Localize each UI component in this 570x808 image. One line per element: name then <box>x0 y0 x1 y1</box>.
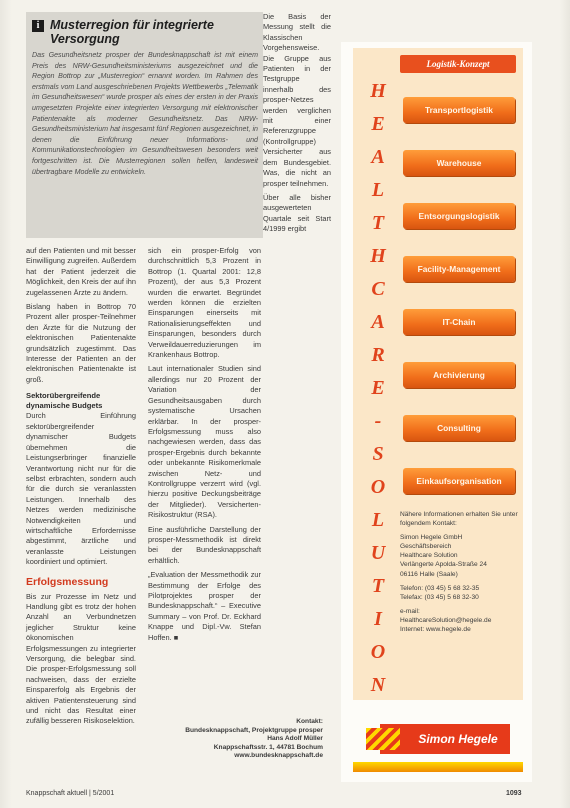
ad-service-button[interactable]: Archivierung <box>403 362 515 388</box>
ad-letter: L <box>371 509 385 531</box>
ad-letter: T <box>371 212 385 234</box>
ad-letter: A <box>371 146 385 168</box>
ad-letter: L <box>371 179 385 201</box>
ad-letter: U <box>370 542 386 564</box>
contact-person: Hans Adolf Müller <box>267 735 323 743</box>
paragraph: Die Basis der Messung stellt die Klassischen Vorgehensweise. Die Gruppe aus Patienten in der Testgruppe innerhalb des prosper-Netzes werden verglichen mit einer Referenzgruppe (Kontrollgruppe) Versicherter aus dem Bundesgebiet. Was, die nicht an prosper teilnehmen. <box>263 12 331 188</box>
ad-internet: Internet: www.hegele.de <box>400 626 471 634</box>
ad-company: Simon Hegele GmbH <box>400 534 463 542</box>
ad-service-button[interactable]: Transportlogistik <box>403 97 515 123</box>
ad-letter: A <box>371 311 385 333</box>
ad-vertical-letters <box>357 50 399 696</box>
paragraph: Durch Einführung sektorübergreifender dynamischer Budgets übernehmen die Leistungserbringer finanzielle Verantwortung nicht nur für die selbst erbrachten, sondern auch für die durch sie veranlassten Leistungen. Innerhalb des Netzes werden medizinische Notwendigkeiten und wirtschaftliche Erfordernisse abgestimmt, ärztliche und veranlasste Leistungen koordiniert und optimiert. <box>26 411 136 567</box>
ad-phone: Telefon: (03 45) 5 68 32-35 <box>400 584 480 592</box>
article-column-left <box>26 246 136 731</box>
section-heading: Sektorübergreifende dynamische Budgets <box>26 391 103 410</box>
paragraph: Eine ausführliche Darstellung der prosper-Messmethodik ist direkt bei der Bundesknappschaft erhältlich. <box>148 524 261 565</box>
contact-address: Knappschaftsstr. 1, 44781 Bochum <box>213 743 323 751</box>
ad-letter: H <box>370 245 386 267</box>
section-heading-erfolgsmessung: Erfolgsmessung <box>26 575 109 588</box>
info-icon: i <box>32 20 44 32</box>
contact-block <box>148 718 323 761</box>
ad-logo: Logistik-Konzept <box>400 55 516 73</box>
ad-city: 06116 Halle (Saale) <box>400 570 458 578</box>
info-box-title: Musterregion für integrierte Versorgung <box>50 18 214 46</box>
contact-org: Bundesknappschaft, Projektgruppe prosper <box>185 726 323 734</box>
ad-letter: N <box>370 674 386 696</box>
paragraph: sich ein prosper-Erfolg von durchschnittlich 5,3 Prozent in Bottrop (1. Quartal 2001: 12,8 Prozent), der aus 5,3 Prozent wurden die erwartet. Begründet werden können die erzielten Einsparungen einerseits mit Rationalisierungseffekten und Einsparungen, besonders durch Verweildauerreduzierungen im Krankenhaus Bottrop. <box>148 246 261 360</box>
ad-letter: I <box>374 608 382 630</box>
ad-letter: E <box>371 377 385 399</box>
contact-web: www.bundesknappschaft.de <box>234 752 323 760</box>
ad-email: HealthcareSolution@hegele.de <box>400 616 492 624</box>
ad-email-label: e-mail: <box>400 607 420 615</box>
ad-letter: E <box>371 113 385 135</box>
info-box <box>26 12 263 238</box>
ad-letter: T <box>371 575 385 597</box>
ad-service-button[interactable]: Entsorgungslogistik <box>403 203 515 229</box>
ad-bottom-stripe <box>353 762 523 772</box>
ad-contact-info <box>400 510 540 634</box>
brand-stripe-icon <box>366 728 400 750</box>
ad-service-button[interactable]: Warehouse <box>403 150 515 176</box>
paragraph: auf den Patienten und mit besser Einwilligung zugreifen. Außerdem hat der Patient jederzeit die Möglichkeit, den Kreis der auf ihn zugelassenen Ärzte zu ändern. <box>26 246 136 297</box>
ad-letter: - <box>374 410 382 432</box>
ad-letter: C <box>371 278 385 300</box>
ad-fax: Telefax: (03 45) 5 68 32-30 <box>400 593 479 601</box>
ad-brand-logo <box>380 724 510 754</box>
ad-service-button[interactable]: Einkaufsorganisation <box>403 468 515 494</box>
ad-service-button[interactable]: Consulting <box>403 415 515 441</box>
paragraph: Bislang haben in Bottrop 70 Prozent aller prosper-Teilnehmer den Ärzte für die Nutzung der elektronischen Patientenakte grundsätzlich zugestimmt. Das Interesse der Patienten an der elektronischen Patientenakte ist groß. <box>26 302 136 384</box>
ad-letter: O <box>370 476 386 498</box>
ad-letter: R <box>371 344 385 366</box>
page-number: 1093 <box>506 790 522 797</box>
paragraph: Über alle bisher ausgewerteten Quartale seit Start 4/1999 ergibt <box>263 192 331 234</box>
ad-service-button[interactable]: Facility-Management <box>403 256 515 282</box>
ad-letter: S <box>372 443 384 465</box>
footer-publication: Knappschaft aktuell | 5/2001 <box>26 790 115 797</box>
paragraph: Laut internationaler Studien sind allerdings nur 20 Prozent der Variation der Gesundheitsausgaben durch systematische Ursachen erklärbar. In der prosper-Erfolgsmessung muss also nachgewiesen werden, dass das prosper-Ergebnis durch bekannte oder unbekannte Risikomerkmale zwischen Netz- und Kontrollgruppe verzerrt wird (vgl. hierzu positive Deckungsbeiträge der Mitglieder). Versicherten-Risikostruktur (RSA). <box>148 364 261 520</box>
ad-street: Verlängerte Apolda-Straße 24 <box>400 561 487 569</box>
ad-info-intro: Nähere Informationen erhalten Sie unter folgendem Kontakt: <box>400 511 518 528</box>
article-column-narrow <box>263 12 331 239</box>
ad-dept: Geschäftsbereich <box>400 543 452 551</box>
paragraph: „Evaluation der Messmethodik zur Bestimmung der Erfolge des Pilotprojektes prosper der Bundesknappschaft.“ – Executive Summary – von Prof. Dr. Eckhard Knappe und Dipl.-Vw. Stefan Hoffen. ■ <box>148 570 261 642</box>
ad-dept: Healthcare Solution <box>400 552 458 560</box>
article-column-middle <box>148 246 261 647</box>
paragraph: Bis zur Prozesse im Netz und Handlung gibt es trotz der hohen Anzahl an Verbundnetzen jeglicher Struktur keine ökonomischen Erfolgsmessungen zu integrierter Versorgung, die belegbar sind. Die prosper-Erfolgsmessung soll nachweisen, dass der erzielte Einsparerfolg als Ergebnis der aktiven Patientensteuerung sind und nicht das Resultat einer zufällig besseren Risikoselektion. <box>26 591 136 726</box>
brand-name: Simon Hegele <box>418 732 498 746</box>
ad-letter: H <box>370 80 386 102</box>
contact-label: Kontakt: <box>296 718 323 725</box>
ad-letter: O <box>370 641 386 663</box>
info-box-text: Das Gesundheitsnetz prosper der Bundesknappschaft ist mit einem Preis des NRW-Gesundheitsministeriums ausgezeichnet und die Region Bottrop zur „Musterregion“ ernannt worden. Im Rahmen des erstmals vom Land ausgeschriebenen Projekts Wettbewerbs „Telematik im Gesundheitswesen“ wurde prosper als eines der ersten in der Praxis umgesetzten Projekte einer integrierten Versorgung mit elektronischer Patientenakte als moderner Gesundheitsnetz. Das NRW-Gesundheitsministerium hat insgesamt fünf Regionen ausgezeichnet, in denen die Einführung neuer Informations- und Kommunikationstechnologien im Gesundheitswesen besonders weit fortgeschritten ist. Die Musterregionen sollen helfen, landesweit übertragbare Modelle zu entwickeln. <box>32 51 258 176</box>
ad-service-button[interactable]: IT-Chain <box>403 309 515 335</box>
